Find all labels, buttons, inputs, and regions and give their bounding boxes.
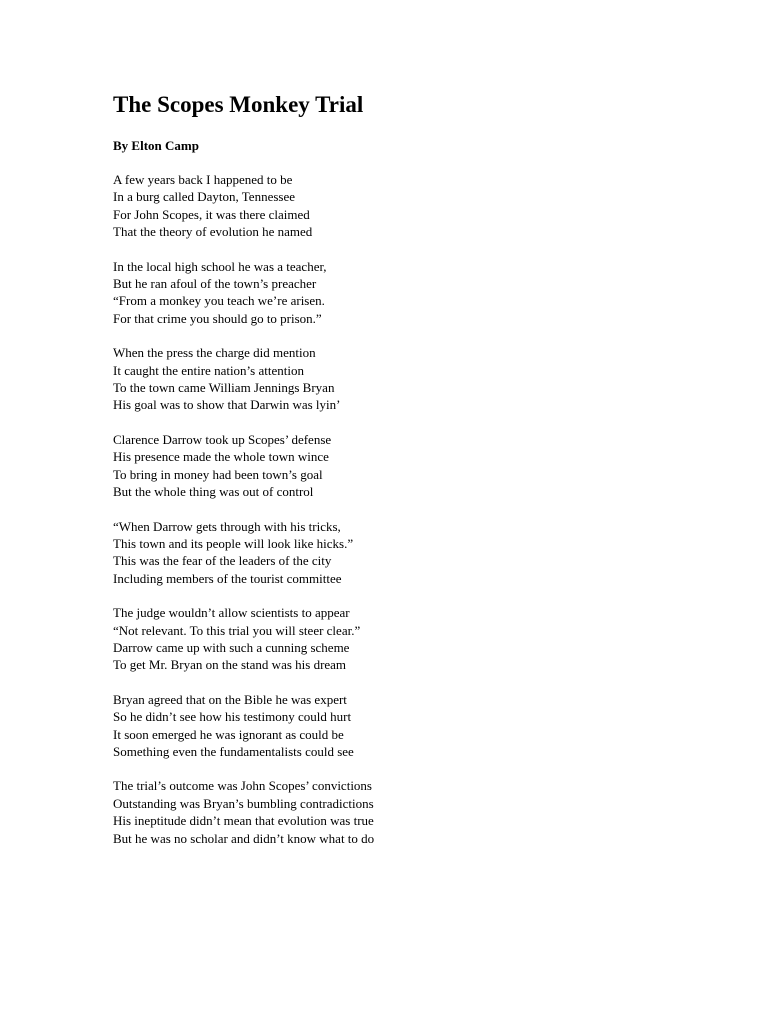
- poem-line: But he ran afoul of the town’s preacher: [113, 276, 317, 292]
- stanza: [113, 604, 713, 674]
- stanza: [113, 777, 713, 847]
- stanza: [113, 518, 713, 588]
- poem-line: The judge wouldn’t allow scientists to appear: [113, 605, 350, 621]
- author-byline: By Elton Camp: [113, 138, 199, 153]
- stanza: [113, 691, 713, 761]
- poem-line: It caught the entire nation’s attention: [113, 362, 304, 378]
- poem-line: That the theory of evolution he named: [113, 224, 313, 240]
- poem-line: But the whole thing was out of control: [113, 484, 314, 500]
- poem-line: In the local high school he was a teacher,: [113, 258, 327, 274]
- poem-line: But he was no scholar and didn’t know what to do: [113, 830, 375, 846]
- poem-line: So he didn’t see how his testimony could hurt: [113, 709, 352, 725]
- poem-line: Something even the fundamentalists could see: [113, 743, 354, 759]
- poem-line: Bryan agreed that on the Bible he was expert: [113, 691, 347, 707]
- poem-line: Darrow came up with such a cunning scheme: [113, 639, 350, 655]
- poem-line: It soon emerged he was ignorant as could be: [113, 726, 344, 742]
- poem-line: A few years back I happened to be: [113, 172, 293, 187]
- poem-line: His ineptitude didn’t mean that evolution was true: [113, 813, 374, 829]
- poem-line: For that crime you should go to prison.”: [113, 310, 322, 326]
- stanza: [113, 431, 713, 501]
- poem-line: To bring in money had been town’s goal: [113, 466, 323, 482]
- poem-line: For John Scopes, it was there claimed: [113, 206, 310, 222]
- poem-line: In a burg called Dayton, Tennessee: [113, 189, 295, 205]
- poem-line: Outstanding was Bryan’s bumbling contradictions: [113, 795, 374, 811]
- poem-line: The trial’s outcome was John Scopes’ convictions: [113, 778, 372, 794]
- document-page: [113, 88, 713, 864]
- poem-line: This town and its people will look like hicks.”: [113, 535, 354, 551]
- poem-line: Clarence Darrow took up Scopes’ defense: [113, 431, 332, 447]
- poem-line: His presence made the whole town wince: [113, 449, 329, 465]
- poem-body: [113, 171, 713, 847]
- poem-line: To the town came William Jennings Bryan: [113, 380, 335, 396]
- poem-line: “From a monkey you teach we’re arisen.: [113, 293, 325, 309]
- poem-line: This was the fear of the leaders of the city: [113, 553, 332, 569]
- poem-line: To get Mr. Bryan on the stand was his dream: [113, 657, 347, 673]
- poem-line: “When Darrow gets through with his tricks,: [113, 518, 341, 534]
- stanza: [113, 258, 713, 328]
- poem-line: Including members of the tourist committee: [113, 570, 342, 586]
- stanza: [113, 171, 713, 241]
- stanza: [113, 344, 713, 414]
- poem-line: When the press the charge did mention: [113, 345, 316, 361]
- page-title: The Scopes Monkey Trial: [113, 92, 364, 117]
- poem-line: “Not relevant. To this trial you will steer clear.”: [113, 622, 361, 638]
- poem-line: His goal was to show that Darwin was lyin’: [113, 397, 341, 413]
